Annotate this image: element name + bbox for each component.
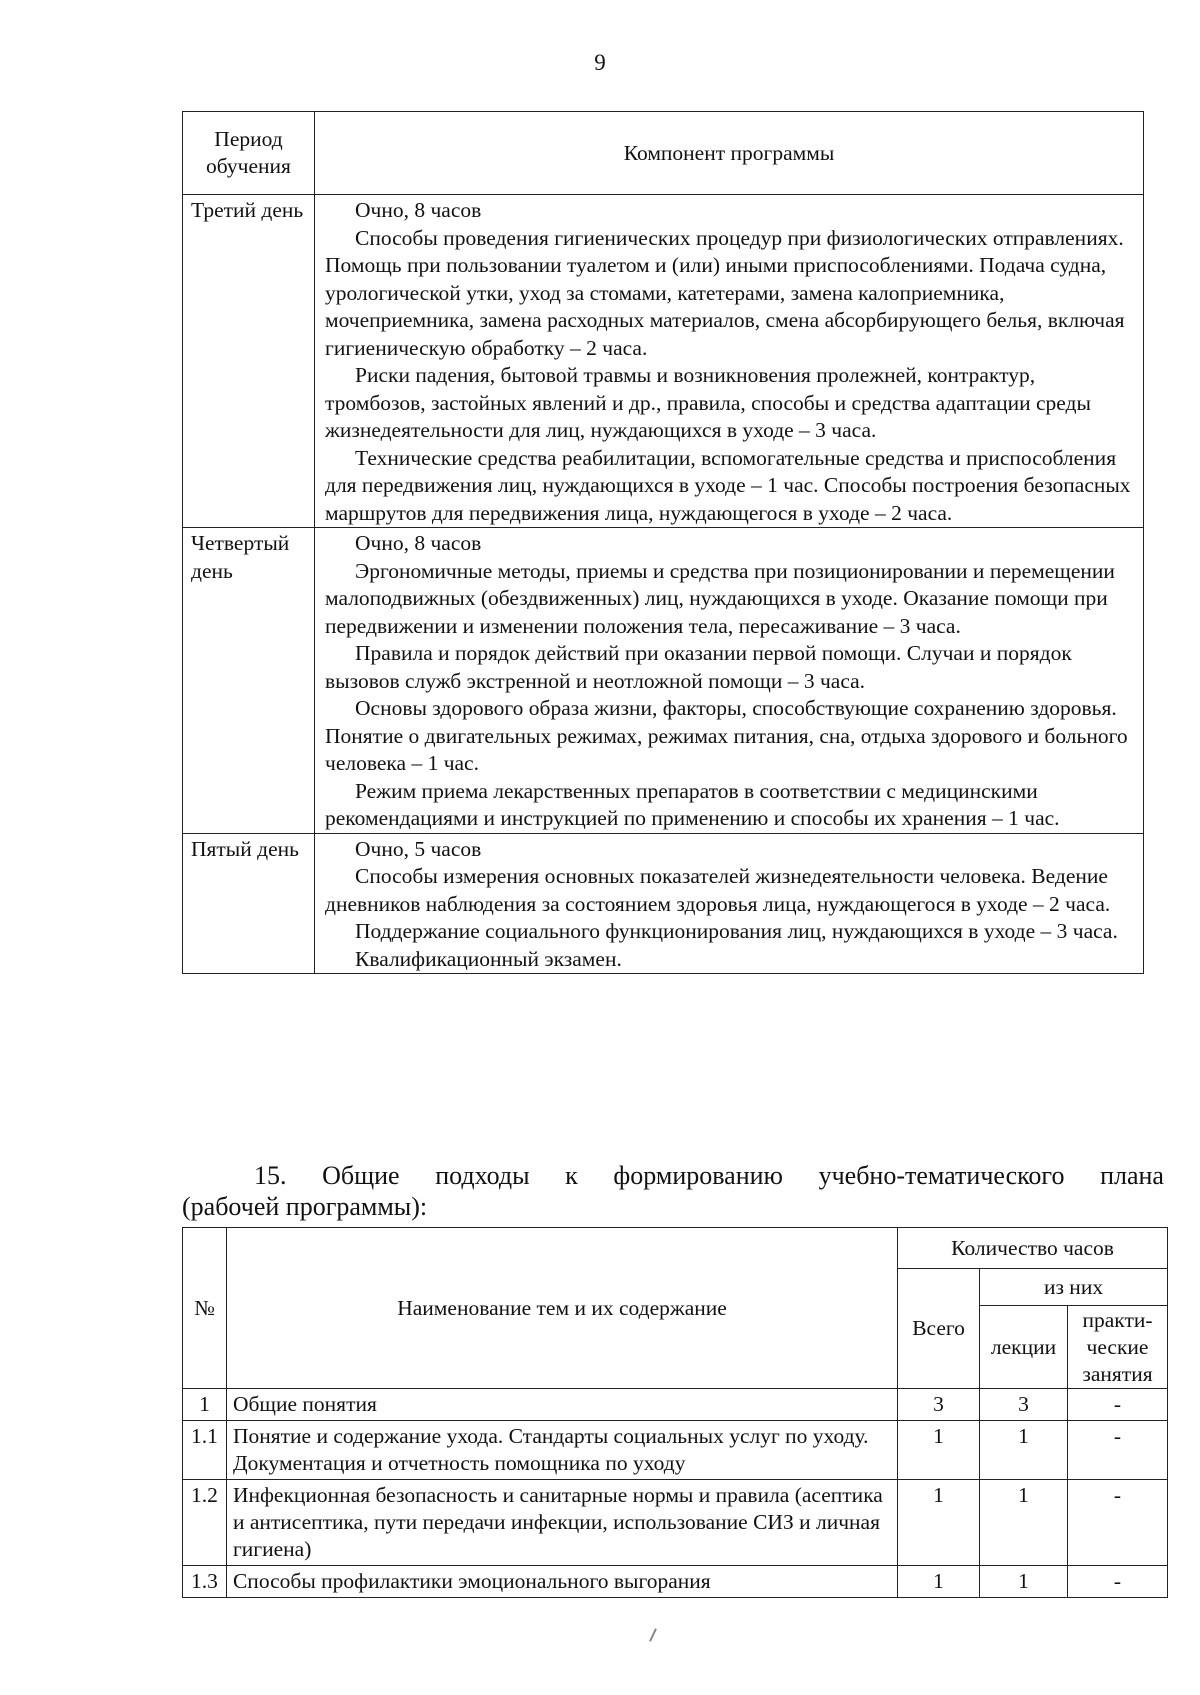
row-topic-name: Способы профилактики эмоционального выгорания — [226, 1566, 897, 1598]
header-practice: практи-ческие занятия — [1068, 1306, 1168, 1389]
row-number: 1.1 — [183, 1421, 227, 1480]
heading-word: Общие — [322, 1161, 400, 1190]
row-practice-hours: - — [1068, 1421, 1168, 1480]
content-paragraph: Режим приема лекарственных препаратов в соответствии с медицинскими рекомендациями и инструкцией по применению и способы их хранения – 1 час. — [325, 778, 1060, 830]
header-period: Период обучения — [183, 112, 315, 195]
content-paragraph: Квалификационный экзамен. — [355, 946, 622, 971]
heading-word: подходы — [435, 1161, 530, 1190]
program-table-header-row — [183, 112, 1144, 195]
scan-mark — [649, 1628, 657, 1642]
plan-header-row — [183, 1228, 1168, 1269]
row-topic-name: Общие понятия — [226, 1389, 897, 1421]
period-cell: Третий день — [183, 195, 315, 528]
row-lecture-hours: 3 — [980, 1389, 1068, 1421]
content-paragraph: Очно, 8 часов — [355, 198, 482, 222]
table-row — [183, 1566, 1168, 1598]
section-heading — [182, 1160, 1164, 1222]
content-paragraph: Очно, 8 часов — [355, 531, 482, 555]
content-paragraph: Способы проведения гигиенических процедур при физиологических отправлениях. Помощь при пользовании туалетом и (или) иными приспособлениями. Подача судна, урологической утки, уход за стомами, катетерами, замена калоприемника, мочеприемника, замена расходных материалов, смена абсорбирующего белья, включая гигиеническую обработку – 2 часа. — [325, 225, 1125, 360]
table-row — [183, 1421, 1168, 1480]
row-total-hours: 1 — [898, 1480, 980, 1566]
content-paragraph: Очно, 5 часов — [355, 836, 482, 861]
heading-word: плана — [1100, 1161, 1164, 1190]
row-practice-hours: - — [1068, 1566, 1168, 1598]
header-topic-name: Наименование тем и их содержание — [226, 1228, 897, 1389]
curriculum-plan-table — [182, 1227, 1168, 1598]
heading-word: учебно-тематического — [818, 1161, 1065, 1190]
program-row-day5 — [183, 833, 1144, 974]
program-component-table — [182, 111, 1144, 974]
header-lectures: лекции — [980, 1306, 1068, 1389]
row-total-hours: 1 — [898, 1421, 980, 1480]
row-topic-name: Понятие и содержание ухода. Стандарты социальных услуг по уходу. Документация и отчетность помощника по уходу — [226, 1421, 897, 1480]
row-total-hours: 3 — [898, 1389, 980, 1421]
period-cell: Четвертый день — [183, 528, 315, 834]
table-row — [183, 1480, 1168, 1566]
content-cell — [315, 833, 1144, 974]
row-lecture-hours: 1 — [980, 1566, 1068, 1598]
content-paragraph: Правила и порядок действий при оказании первой помощи. Случаи и порядок вызовов служб экстренной и неотложной помощи – 3 часа. — [325, 641, 1072, 693]
row-total-hours: 1 — [898, 1566, 980, 1598]
content-paragraph: Способы измерения основных показателей жизнедеятельности человека. Ведение дневников наблюдения за состоянием здоровья лица, нуждающегося в уходе – 2 часа. — [325, 864, 1111, 916]
content-cell — [315, 195, 1144, 528]
header-total: Всего — [898, 1269, 980, 1389]
header-of-which: из них — [980, 1269, 1168, 1306]
heading-word: формированию — [613, 1161, 783, 1190]
header-component: Компонент программы — [315, 112, 1144, 195]
program-row-day4 — [183, 528, 1144, 834]
content-paragraph: Риски падения, бытовой травмы и возникновения пролежней, контрактур, тромбозов, застойных явлений и др., правила, способы и средства адаптации среды жизнедеятельности для лиц, нуждающихся в уходе – 3 часа. — [325, 363, 1091, 442]
section-heading-line2: (рабочей программы): — [182, 1192, 428, 1221]
section-heading-line1 — [182, 1160, 1164, 1191]
row-topic-name: Инфекционная безопасность и санитарные нормы и правила (асептика и антисептика, пути передачи инфекции, использование СИЗ и личная гигиена) — [226, 1480, 897, 1566]
heading-word: 15. — [254, 1161, 287, 1190]
heading-word: к — [565, 1161, 578, 1190]
content-paragraph: Эргономичные методы, приемы и средства при позиционировании и перемещении малоподвижных (обездвиженных) лиц, нуждающихся в уходе. Оказание помощи при передвижении и изменении положения тела, пересаживание – 3 часа. — [325, 558, 1115, 638]
table-row — [183, 1389, 1168, 1421]
row-lecture-hours: 1 — [980, 1421, 1068, 1480]
row-practice-hours: - — [1068, 1389, 1168, 1421]
period-cell: Пятый день — [183, 833, 315, 974]
header-hours: Количество часов — [898, 1228, 1168, 1269]
row-number: 1.2 — [183, 1480, 227, 1566]
row-practice-hours: - — [1068, 1480, 1168, 1566]
content-paragraph: Поддержание социального функционирования лиц, нуждающихся в уходе – 3 часа. — [355, 919, 1118, 943]
content-paragraph: Технические средства реабилитации, вспомогательные средства и приспособления для передвижения лиц, нуждающихся в уходе – 1 час. Способы построения безопасных маршрутов для передвижения лица, нуждающегося в уходе – 2 часа. — [325, 445, 1131, 525]
row-number: 1.3 — [183, 1566, 227, 1598]
header-num: № — [183, 1228, 227, 1389]
program-row-day3 — [183, 195, 1144, 528]
page-number: 9 — [594, 50, 606, 75]
content-paragraph: Основы здорового образа жизни, факторы, способствующие сохранению здоровья. Понятие о двигательных режимах, режимах питания, сна, отдыха здорового и больного человека – 1 час. — [325, 696, 1128, 775]
row-lecture-hours: 1 — [980, 1480, 1068, 1566]
row-number: 1 — [183, 1389, 227, 1421]
content-cell — [315, 528, 1144, 834]
